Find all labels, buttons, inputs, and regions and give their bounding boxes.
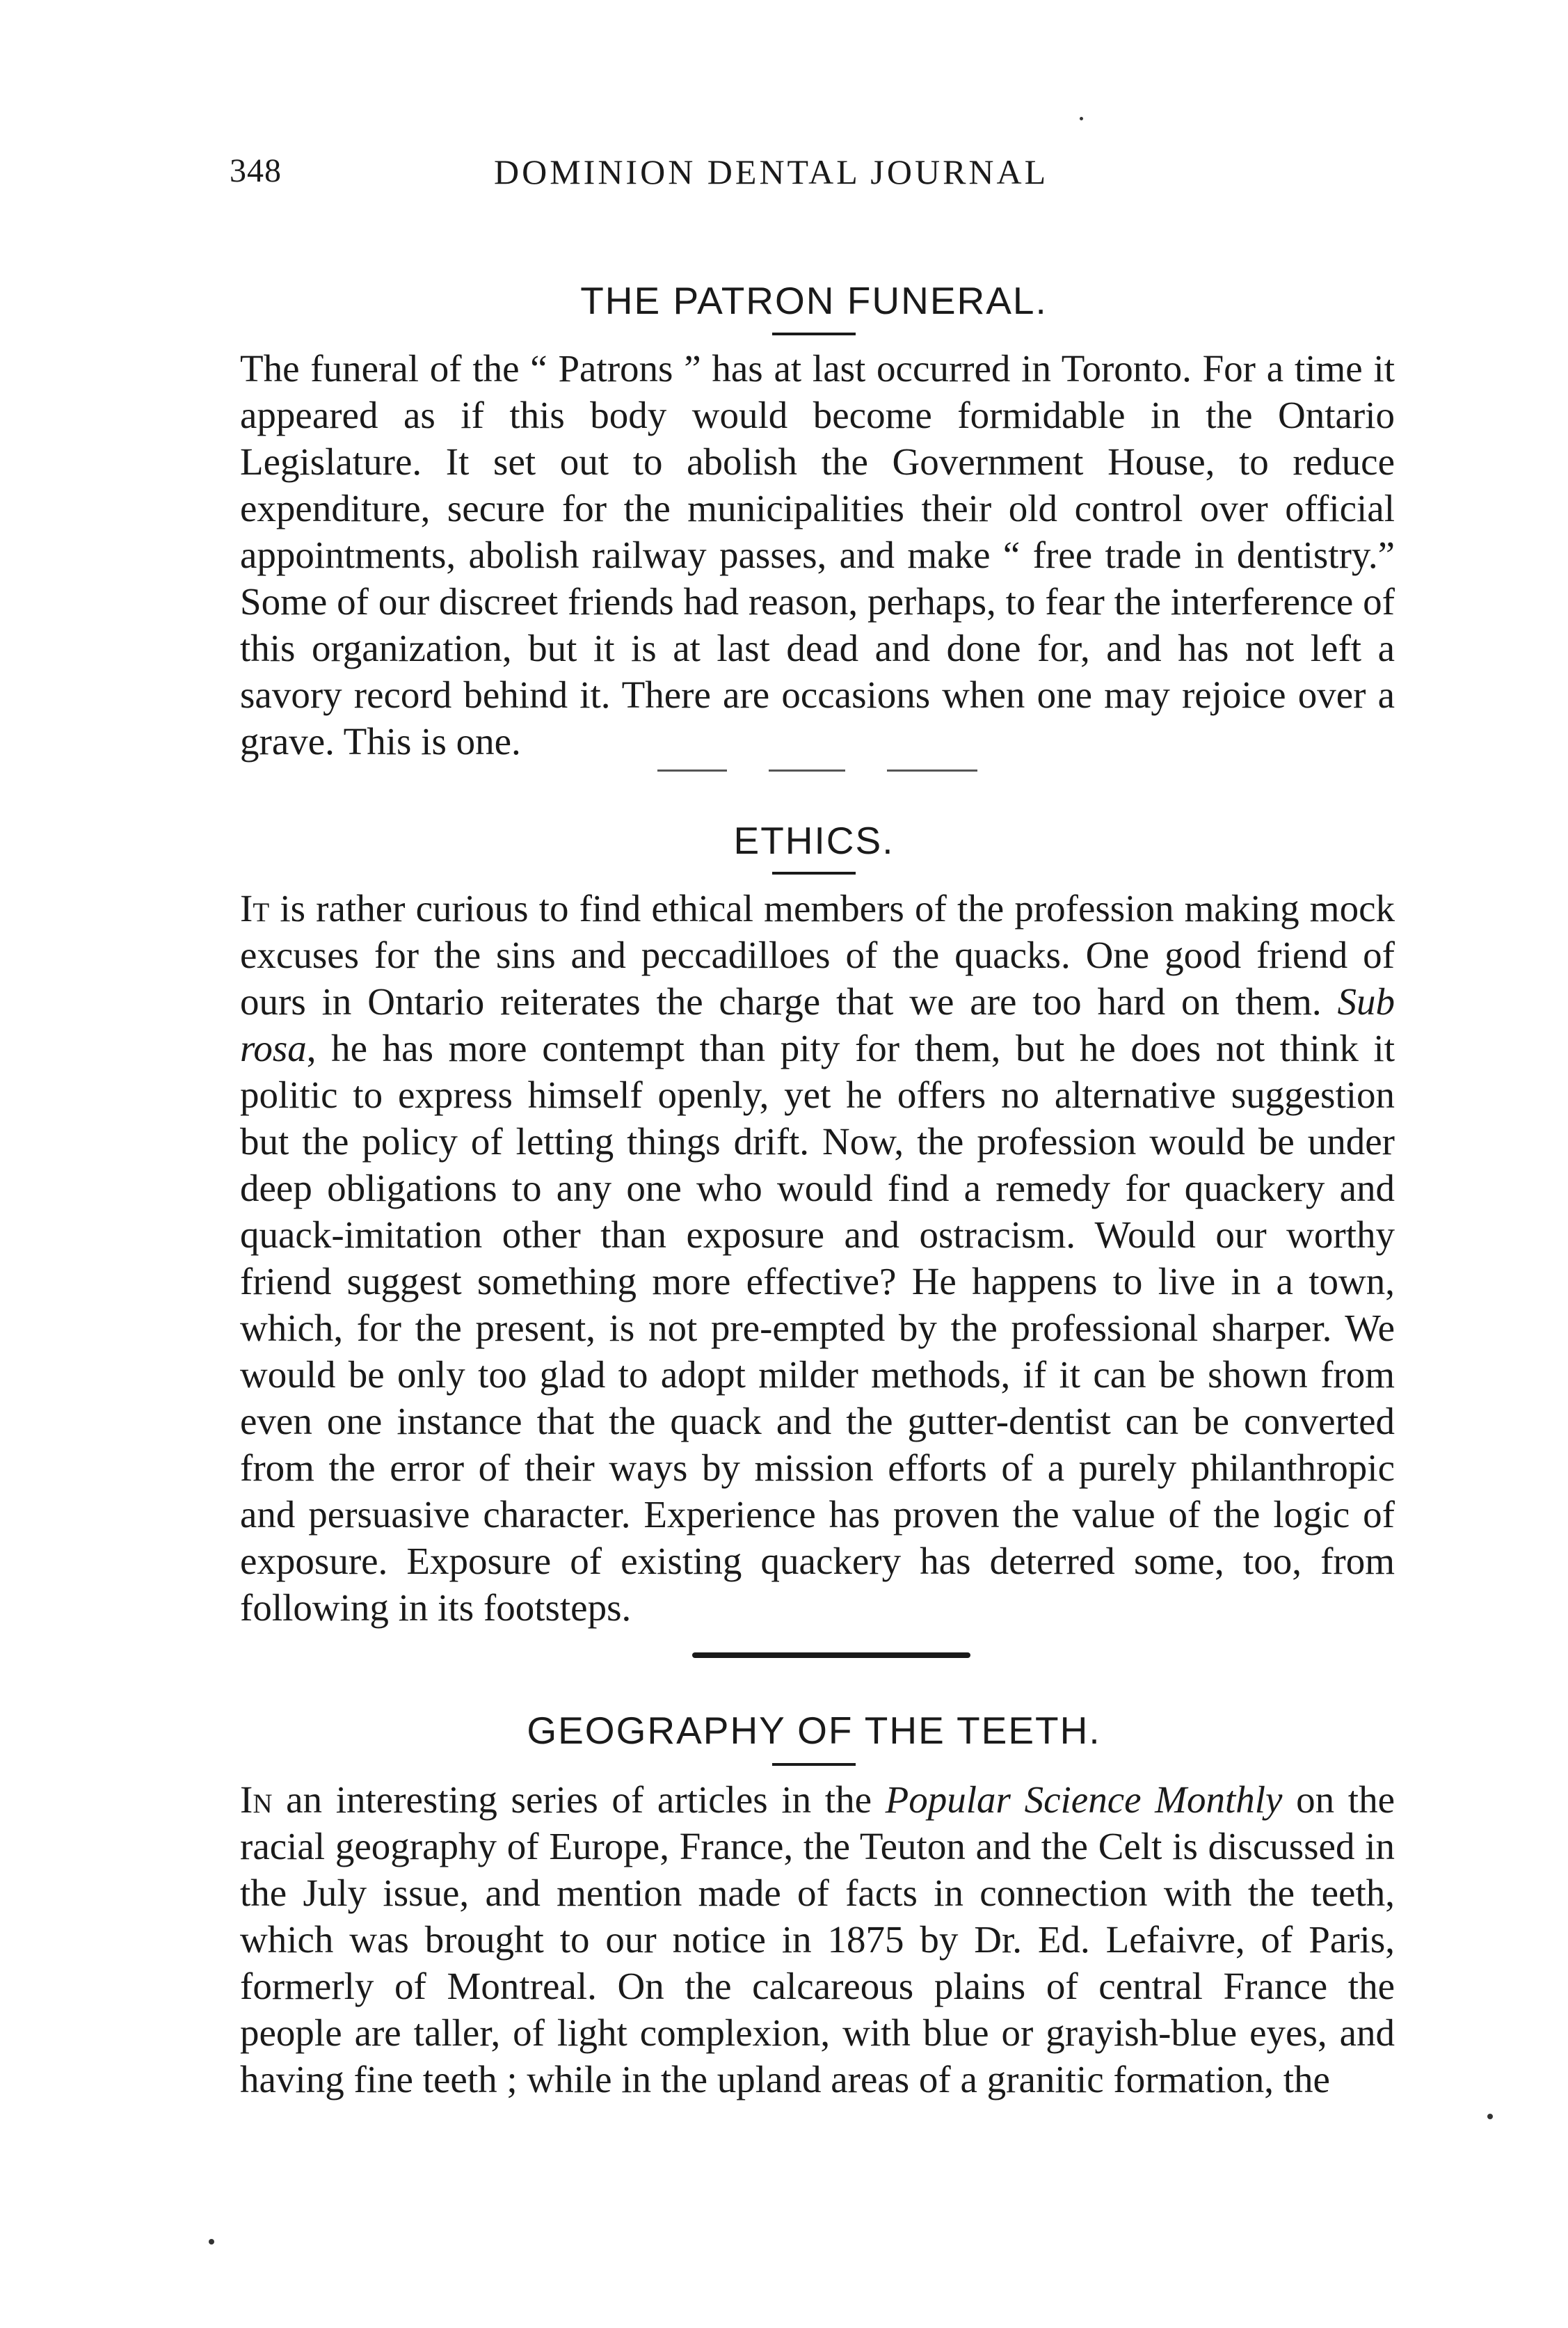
lead-word: It xyxy=(240,887,270,930)
print-speck xyxy=(209,2239,214,2245)
lead-word: In xyxy=(240,1778,273,1821)
body-text: an interesting series of articles in the xyxy=(272,1778,886,1821)
heading-rule xyxy=(772,1763,856,1766)
body-text: , he has more contempt than pity for them, but he does not think it politic to express himself openly, yet he offers no alternative suggestion but the policy of letting things drift. Now, the profession would be under deep obligations to any one who would find a remedy for quackery and quack-imitation other than exposure and ostracism. Would our worthy friend suggest something more effective? He happens to live in a town, which, for the present, is not pre-empted by the professional sharper. We would be only too glad to adopt milder methods, if it can be shown from even one instance that the quack and the gutter-dentist can be converted from the error of their ways by mission efforts of a purely philanthropic and persuasive character. Experience has proven the value of the logic of exposure. Exposure of existing quackery has deterred some, too, from following in its footsteps. xyxy=(240,1027,1395,1629)
running-head xyxy=(230,152,1398,207)
section-separator xyxy=(657,770,977,774)
section-heading-patron-funeral: THE PATRON FUNERAL. xyxy=(580,279,1048,322)
body-text: on the racial geography of Europe, France, the Teuton and the Celt is discussed in the July issue, and mention made of facts in connection with the teeth, which was brought to our notice in 1875 by Dr. Ed. Lefaivre, of Paris, formerly of Montreal. On the calcareous plains of central France the people are taller, of light complexion, with blue or grayish-blue eyes, and having fine teeth ; while in the upland areas of a granitic formation, the xyxy=(240,1778,1395,2100)
heading-rule xyxy=(772,872,856,875)
print-speck xyxy=(1487,2114,1493,2119)
section-heading-ethics: ETHICS. xyxy=(733,819,895,862)
section-heading-geography-of-teeth: GEOGRAPHY OF THE TEETH. xyxy=(527,1709,1101,1752)
paragraph-ethics xyxy=(240,885,1395,1631)
body-text: is rather curious to find ethical members of the profession making mock excuses for the sins and peccadilloes of the quacks. One good friend of ours in Ontario reiterates the charge that we are too hard on them. xyxy=(240,887,1395,1023)
italic-phrase: Popular Science Monthly xyxy=(885,1778,1283,1821)
paragraph-patron-funeral: The funeral of the “ Patrons ” has at last occurred in Toronto. For a time it appeared as if this body would become formidable in the Ontario Legislature. It set out to abolish the Government House, to reduce expenditure, secure for the municipalities their old control over official appointments, abolish railway passes, and make “ free trade in dentistry.” Some of our discreet friends had reason, perhaps, to fear the interference of this organization, but it is at last dead and done for, and has not left a savory record behind it. There are occasions when one may rejoice over a grave. This is one. xyxy=(240,347,1395,763)
heading-rule xyxy=(772,333,856,335)
section-separator xyxy=(692,1652,970,1658)
paragraph-geography-of-teeth xyxy=(240,1776,1395,2103)
italic-phrase: Sub rosa xyxy=(240,980,1395,1069)
page-number: 348 xyxy=(230,152,282,189)
print-speck xyxy=(1080,117,1083,120)
journal-title: DOMINION DENTAL JOURNAL xyxy=(494,152,1049,191)
